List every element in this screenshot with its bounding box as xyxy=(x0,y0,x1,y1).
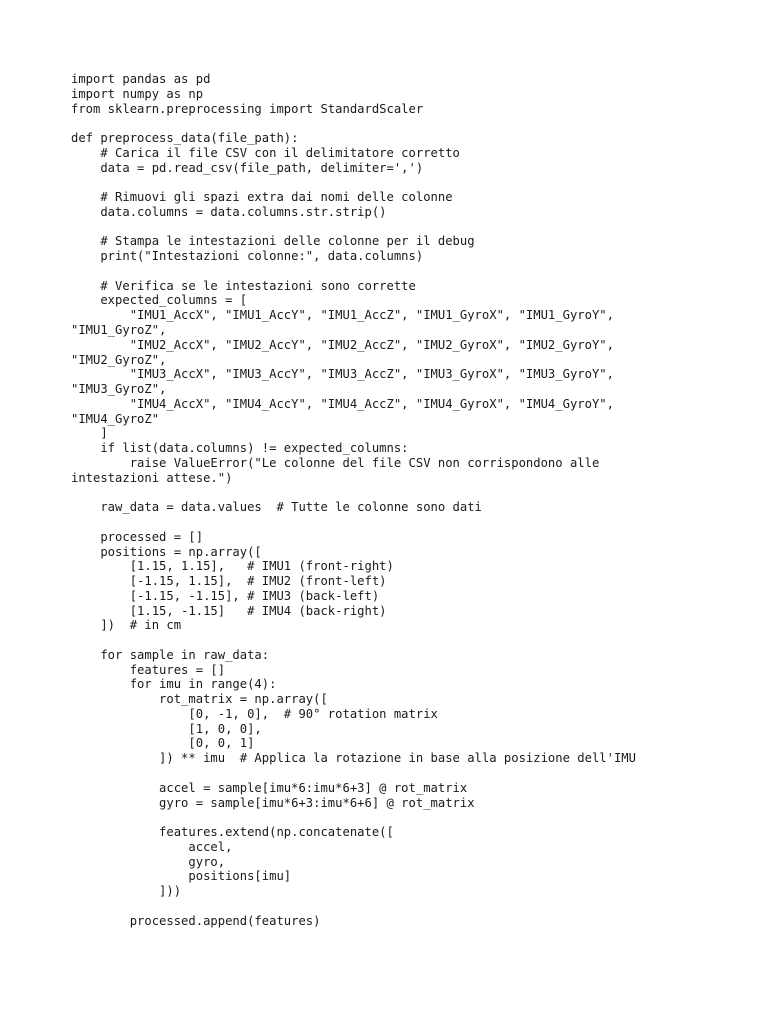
code-line: [-1.15, -1.15], # IMU3 (back-left) xyxy=(71,588,380,603)
code-line: "IMU1_GyroZ", xyxy=(71,323,167,338)
code-line: ]) # in cm xyxy=(71,618,182,633)
code-line: ])) xyxy=(71,884,182,899)
code-line: positions[imu] xyxy=(71,869,292,884)
code-line: # Rimuovi gli spazi extra dai nomi delle colonne xyxy=(71,190,453,205)
code-line: for sample in raw_data: xyxy=(71,647,270,662)
code-line: intestazioni attese.") xyxy=(71,470,233,485)
code-blank-line xyxy=(71,515,751,530)
code-blank-line xyxy=(71,220,751,235)
code-blank-line xyxy=(71,899,751,914)
code-line: raise ValueError("Le colonne del file CSV non corrispondono alle xyxy=(71,455,600,470)
code-line: expected_columns = [ xyxy=(71,293,248,308)
code-line: "IMU2_AccX", "IMU2_AccY", "IMU2_AccZ", "IMU2_GyroX", "IMU2_GyroY", xyxy=(71,337,614,352)
code-line: ] xyxy=(71,426,108,441)
code-line: positions = np.array([ xyxy=(71,544,262,559)
code-line: [-1.15, 1.15], # IMU2 (front-left) xyxy=(71,574,387,589)
code-line: processed = [] xyxy=(71,529,204,544)
code-line: "IMU3_GyroZ", xyxy=(71,382,167,397)
code-blank-line xyxy=(71,485,751,500)
code-blank-line xyxy=(71,766,751,781)
code-line: if list(data.columns) != expected_columns: xyxy=(71,441,409,456)
code-line: for imu in range(4): xyxy=(71,677,277,692)
code-line: "IMU4_AccX", "IMU4_AccY", "IMU4_AccZ", "IMU4_GyroX", "IMU4_GyroY", xyxy=(71,396,614,411)
code-line: import pandas as pd xyxy=(71,72,211,86)
code-line: raw_data = data.values # Tutte le colonne sono dati xyxy=(71,500,482,515)
code-line: import numpy as np xyxy=(71,86,204,101)
code-line: "IMU3_AccX", "IMU3_AccY", "IMU3_AccZ", "IMU3_GyroX", "IMU3_GyroY", xyxy=(71,367,614,382)
code-line: [1.15, -1.15] # IMU4 (back-right) xyxy=(71,603,387,618)
code-blank-line xyxy=(71,810,751,825)
code-line: accel, xyxy=(71,839,233,854)
code-line: # Verifica se le intestazioni sono corrette xyxy=(71,278,416,293)
code-blank-line xyxy=(71,116,751,131)
code-line: [1, 0, 0], xyxy=(71,721,262,736)
code-line: [0, -1, 0], # 90° rotation matrix xyxy=(71,706,438,721)
code-line: print("Intestazioni colonne:", data.columns) xyxy=(71,249,424,264)
code-line: processed.append(features) xyxy=(71,913,321,928)
code-line: data.columns = data.columns.str.strip() xyxy=(71,204,387,219)
code-line: [0, 0, 1] xyxy=(71,736,255,751)
code-block xyxy=(71,72,751,928)
code-line: features = [] xyxy=(71,662,226,677)
code-line: data = pd.read_csv(file_path, delimiter=',') xyxy=(71,160,424,175)
code-line: "IMU2_GyroZ", xyxy=(71,352,167,367)
code-blank-line xyxy=(71,264,751,279)
code-line: ]) ** imu # Applica la rotazione in base alla posizione dell'IMU xyxy=(71,751,636,766)
code-line: "IMU1_AccX", "IMU1_AccY", "IMU1_AccZ", "IMU1_GyroX", "IMU1_GyroY", xyxy=(71,308,614,323)
code-line: gyro, xyxy=(71,854,226,869)
code-line: "IMU4_GyroZ" xyxy=(71,411,160,426)
code-line: accel = sample[imu*6:imu*6+3] @ rot_matrix xyxy=(71,780,468,795)
code-blank-line xyxy=(71,175,751,190)
code-line: from sklearn.preprocessing import StandardScaler xyxy=(71,101,424,116)
code-line: [1.15, 1.15], # IMU1 (front-right) xyxy=(71,559,394,574)
code-line: rot_matrix = np.array([ xyxy=(71,692,328,707)
code-line: def preprocess_data(file_path): xyxy=(71,131,299,146)
code-line: # Carica il file CSV con il delimitatore corretto xyxy=(71,145,460,160)
code-line: gyro = sample[imu*6+3:imu*6+6] @ rot_matrix xyxy=(71,795,475,810)
code-line: features.extend(np.concatenate([ xyxy=(71,825,394,840)
code-blank-line xyxy=(71,633,751,648)
code-line: # Stampa le intestazioni delle colonne per il debug xyxy=(71,234,475,249)
